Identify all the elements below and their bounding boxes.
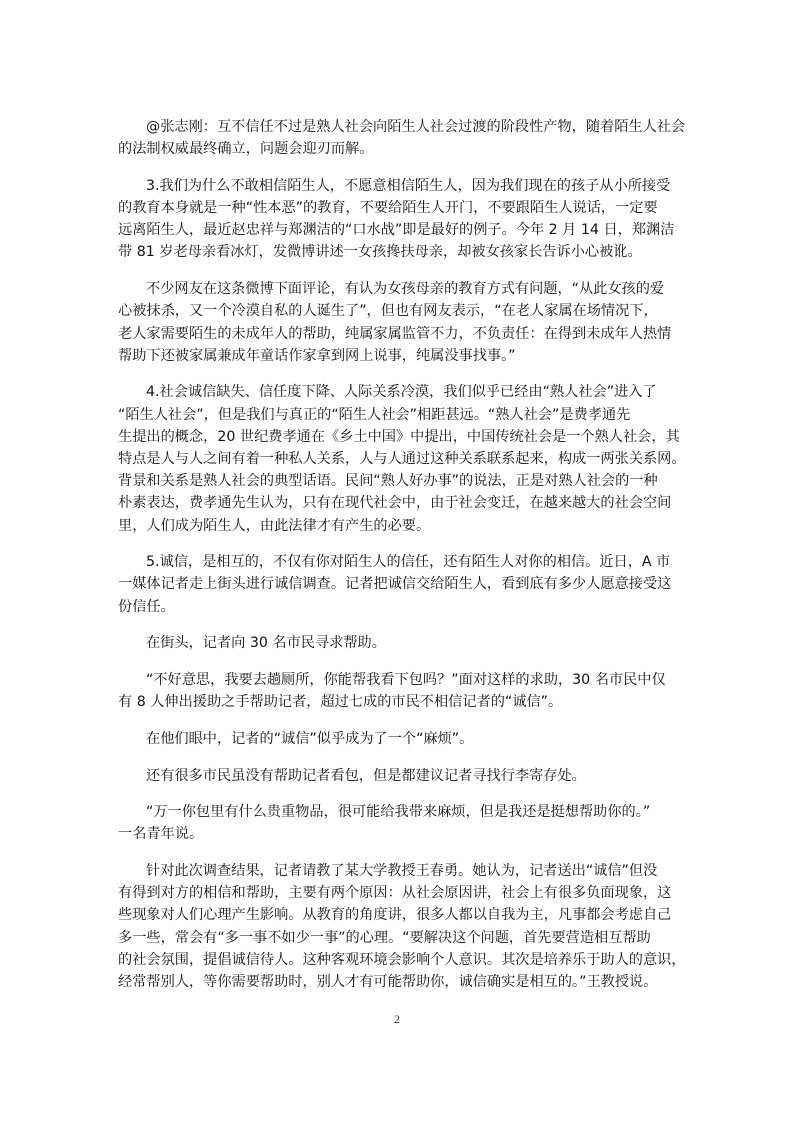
text-line: 针对此次调查结果，记者请教了某大学教授王春勇。她认为，记者送出“诚信”但没: [146, 863, 658, 880]
text-line: “万一你包里有什么贵重物品，很可能给我带来麻烦，但是我还是挺想帮助你的。”: [146, 804, 651, 821]
text-line: 老人家需要陌生的未成年人的帮助，纯属家属监管不力，不负责任：在得到未成年人热情: [118, 325, 672, 342]
text-line: 帮助下还被家属兼成年童话作家拿到网上说事，纯属没事找事。”: [118, 347, 516, 364]
text-line: 4.社会诚信缺失、信任度下降、人际关系冷漠，我们似乎已经由“熟人社会”进入了: [146, 384, 657, 401]
text-line: 5.诚信，是相互的，不仅有你对陌生人的信任，还有陌生人对你的相信。近日，A 市: [146, 554, 671, 571]
paragraph: [118, 728, 680, 750]
text-line: 有 8 人伸出援助之手帮助记者，超过七成的市民不相信记者的“诚信”。: [118, 694, 563, 711]
text-line: 有得到对方的相信和帮助，主要有两个原因：从社会原因讲，社会上有很多负面现象，这: [118, 885, 672, 902]
paragraph: [118, 801, 680, 845]
text-line: 特点是人与人之间有着一种私人关系，人与人通过这种关系联系起来，构成一两张关系网。: [118, 450, 686, 467]
text-line: 心被抹杀，又一个冷漠自私的人诞生了”，但也有网友表示，“在老人家属在场情况下，: [118, 303, 658, 320]
text-line: “不好意思，我要去趟厕所，你能帮我看下包吗？”面对这样的求助，30 名市民中仅: [146, 671, 666, 688]
paragraph: [118, 632, 680, 654]
text-line: 生提出的概念，20 世纪费孝通在《乡土中国》中提出，中国传统社会是一个熟人社会，其: [118, 428, 680, 445]
paragraph: [118, 381, 686, 536]
text-line: 带 81 岁老母亲看冰灯，发微博讲述一女孩搀扶母亲，却被女孩家长告诉小心被讹。: [118, 244, 642, 261]
text-line: 一名青年说。: [118, 826, 204, 843]
paragraph: [118, 175, 680, 264]
paragraph: [118, 278, 680, 367]
text-line: 的教育本身就是一种“性本恶”的教育，不要给陌生人开门，不要跟陌生人说话，一定要: [118, 200, 658, 217]
text-line: 份信任。: [118, 598, 175, 615]
text-line: 远离陌生人，最近赵忠祥与郑渊洁的“口水战”即是最好的例子。今年 2 月 14 日，郑渊洁: [118, 222, 675, 239]
page-number: 2: [394, 1012, 400, 1026]
paragraph: [118, 116, 686, 160]
text-line: @张志刚：互不信任不过是熟人社会向陌生人社会过渡的阶段性产物，随着陌生人社会: [146, 119, 686, 135]
text-line: 朴素表达，费孝通先生认为，只有在现代社会中，由于社会变迁，在越来越大的社会空间: [118, 495, 672, 512]
text-line: 些现象对人们心理产生影响。从教育的角度讲，很多人都以自我为主，凡事都会考虑自己: [118, 907, 672, 924]
text-line: 多一些，常会有“多一事不如少一事”的心理。“要解决这个问题，首先要营造相互帮助: [118, 929, 651, 946]
text-line: 不少网友在这条微博下面评论，有认为女孩母亲的教育方式有问题，“从此女孩的爱: [146, 281, 665, 298]
text-line: 里，人们成为陌生人，由此法律才有产生的必要。: [118, 517, 431, 534]
text-line: 还有很多市民虽没有帮助记者看包，但是都建议记者寻找行李寄存处。: [146, 767, 586, 784]
paragraph: [118, 765, 680, 787]
text-line: 3.我们为什么不敢相信陌生人，不愿意相信陌生人，因为我们现在的孩子从小所接受: [146, 177, 671, 194]
text-line: 的社会氛围，提倡诚信待人。这种客观环境会影响个人意识。其次是培养乐于助人的意识，: [118, 951, 686, 968]
text-line: 经常帮别人，等你需要帮助时，别人才有可能帮助你，诚信确实是相互的。”王教授说。: [118, 974, 658, 990]
paragraph: [118, 669, 680, 713]
paragraph: [118, 551, 680, 618]
text-line: 在他们眼中，记者的“诚信”似乎成为了一个“麻烦”。: [146, 730, 474, 747]
text-line: 背景和关系是熟人社会的典型话语。民间“熟人好办事”的说法，正是对熟人社会的一种: [118, 473, 658, 490]
text-line: 一媒体记者走上街头进行诚信调查。记者把诚信交给陌生人，看到底有多少人愿意接受这: [118, 576, 672, 593]
text-line: “陌生人社会”，但是我们与真正的“陌生人社会”相距甚远。“熟人社会”是费孝通先: [118, 406, 631, 423]
text-line: 的法制权威最终确立，问题会迎刃而解。: [118, 141, 374, 158]
text-line: 在街头，记者向 30 名市民寻求帮助。: [146, 635, 386, 652]
document-body: [118, 116, 686, 1008]
paragraph: [118, 860, 686, 993]
